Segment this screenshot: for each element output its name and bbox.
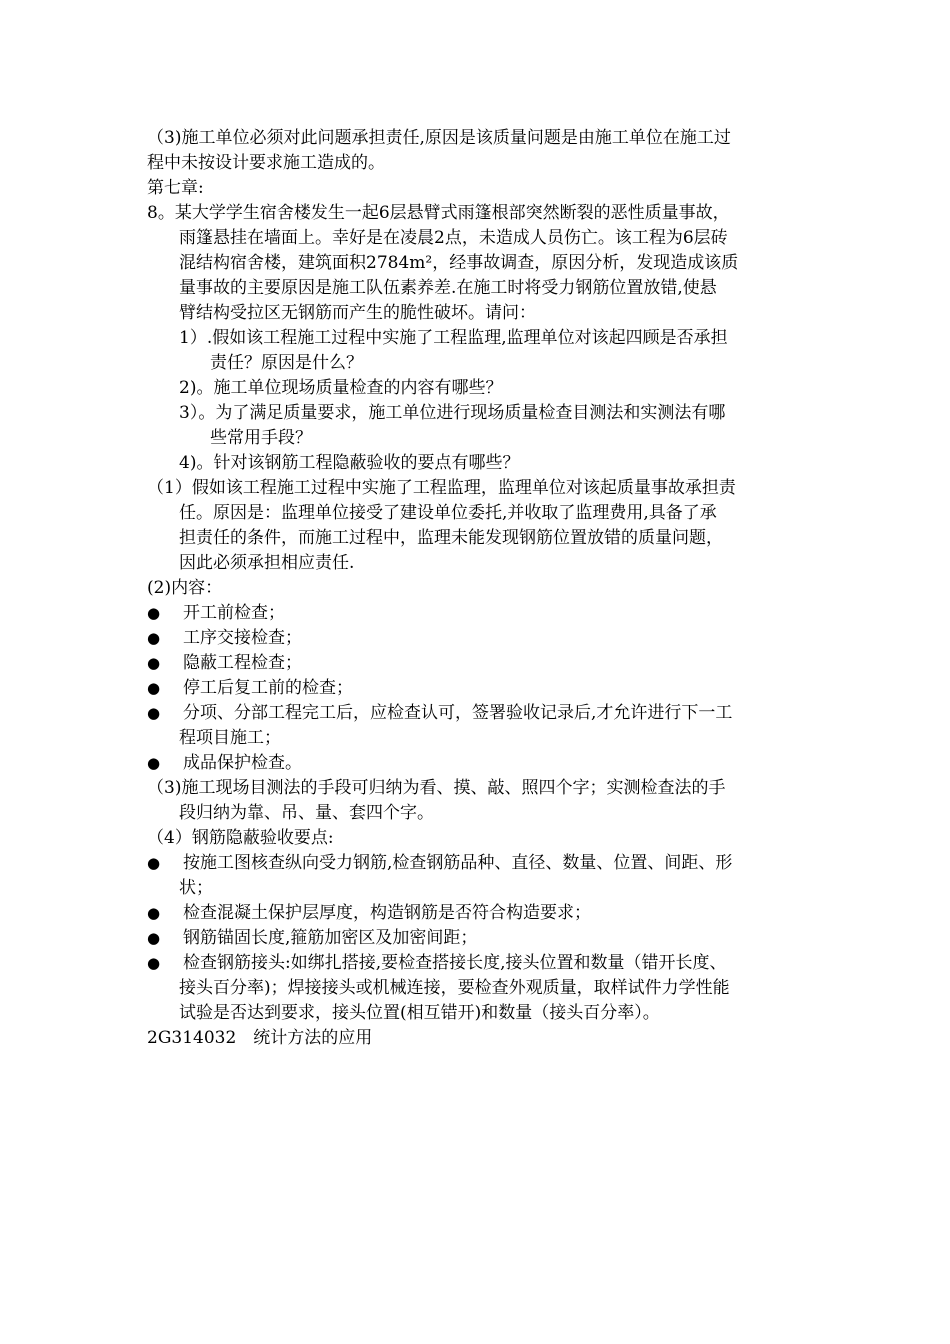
bullet-icon: ●	[147, 704, 161, 722]
list-item: 隐蔽工程检查；	[183, 653, 302, 673]
bullet-icon: ●	[147, 904, 161, 922]
text-line: 混结构宿舍楼，建筑面积2784m²，经事故调查，原因分析，发现造成该质	[179, 253, 739, 273]
section-heading: 2G314032 统计方法的应用	[147, 1028, 373, 1048]
list-item: 工序交接检查；	[183, 628, 302, 648]
list-item: 检查钢筋接头:如绑扎搭接,要检查搭接长度,接头位置和数量（错开长度、	[183, 953, 727, 973]
bullet-icon: ●	[147, 954, 161, 972]
chapter-heading: 第七章:	[147, 178, 204, 198]
bullet-icon: ●	[147, 854, 161, 872]
text-line: 雨篷悬挂在墙面上。幸好是在凌晨2点，未造成人员伤亡。该工程为6层砖	[179, 228, 728, 248]
sub-question: 3）。为了满足质量要求，施工单位进行现场质量检查目测法和实测法有哪	[179, 403, 726, 423]
text-line: 状；	[179, 878, 213, 898]
text-line: 程中未按设计要求施工造成的。	[147, 153, 385, 173]
bullet-icon: ●	[147, 679, 161, 697]
text-line: 段归纳为靠、吊、量、套四个字。	[179, 803, 434, 823]
list-item: 检查混凝土保护层厚度，构造钢筋是否符合构造要求；	[183, 903, 591, 923]
text-line: 接头百分率)；焊接接头或机械连接，要检查外观质量，取样试件力学性能	[179, 978, 730, 998]
bullet-icon: ●	[147, 629, 161, 647]
list-item: 停工后复工前的检查；	[183, 678, 353, 698]
sub-question: 1）.假如该工程施工过程中实施了工程监理,监理单位对该起四顾是否承担	[179, 328, 728, 348]
question-title: 8。某大学学生宿舍楼发生一起6层悬臂式雨篷根部突然断裂的恶性质量事故，	[147, 203, 730, 223]
text-line: 量事故的主要原因是施工队伍素养差.在施工时将受力钢筋位置放错,使悬	[179, 278, 717, 298]
list-item: 分项、分部工程完工后，应检查认可，签署验收记录后,才允许进行下一工	[183, 703, 733, 723]
sub-question: 4)。针对该钢筋工程隐蔽验收的要点有哪些？	[179, 453, 520, 473]
list-item: 开工前检查；	[183, 603, 285, 623]
text-line: 些常用手段？	[210, 428, 312, 448]
bullet-icon: ●	[147, 604, 161, 622]
list-item: 成品保护检查。	[183, 753, 302, 773]
sub-question: 2)。施工单位现场质量检查的内容有哪些？	[179, 378, 503, 398]
answer-line: （4）钢筋隐蔽验收要点:	[147, 828, 334, 848]
text-line: 责任？原因是什么？	[210, 353, 363, 373]
text-line: 任。原因是：监理单位接受了建设单位委托,并收取了监理费用,具备了承	[179, 503, 717, 523]
list-item: 按施工图核查纵向受力钢筋,检查钢筋品种、直径、数量、位置、间距、形	[183, 853, 733, 873]
bullet-icon: ●	[147, 654, 161, 672]
text-line: 因此必须承担相应责任.	[179, 553, 355, 573]
list-item: 钢筋锚固长度,箍筋加密区及加密间距；	[183, 928, 478, 948]
answer-line: （1）假如该工程施工过程中实施了工程监理，监理单位对该起质量事故承担责	[147, 478, 736, 498]
answer-line: (2)内容：	[147, 578, 223, 598]
text-line: （3)施工单位必须对此问题承担责任,原因是该质量问题是由施工单位在施工过	[147, 128, 731, 148]
text-line: 臂结构受拉区无钢筋而产生的脆性破坏。请问：	[179, 303, 536, 323]
bullet-icon: ●	[147, 929, 161, 947]
text-line: 担责任的条件，而施工过程中，监理未能发现钢筋位置放错的质量问题，	[179, 528, 723, 548]
answer-line: （3)施工现场目测法的手段可归纳为看、摸、敲、照四个字；实测检查法的手	[147, 778, 726, 798]
text-line: 试验是否达到要求，接头位置(相互错开)和数量（接头百分率）。	[179, 1003, 660, 1023]
text-line: 程项目施工；	[179, 728, 281, 748]
bullet-icon: ●	[147, 754, 161, 772]
